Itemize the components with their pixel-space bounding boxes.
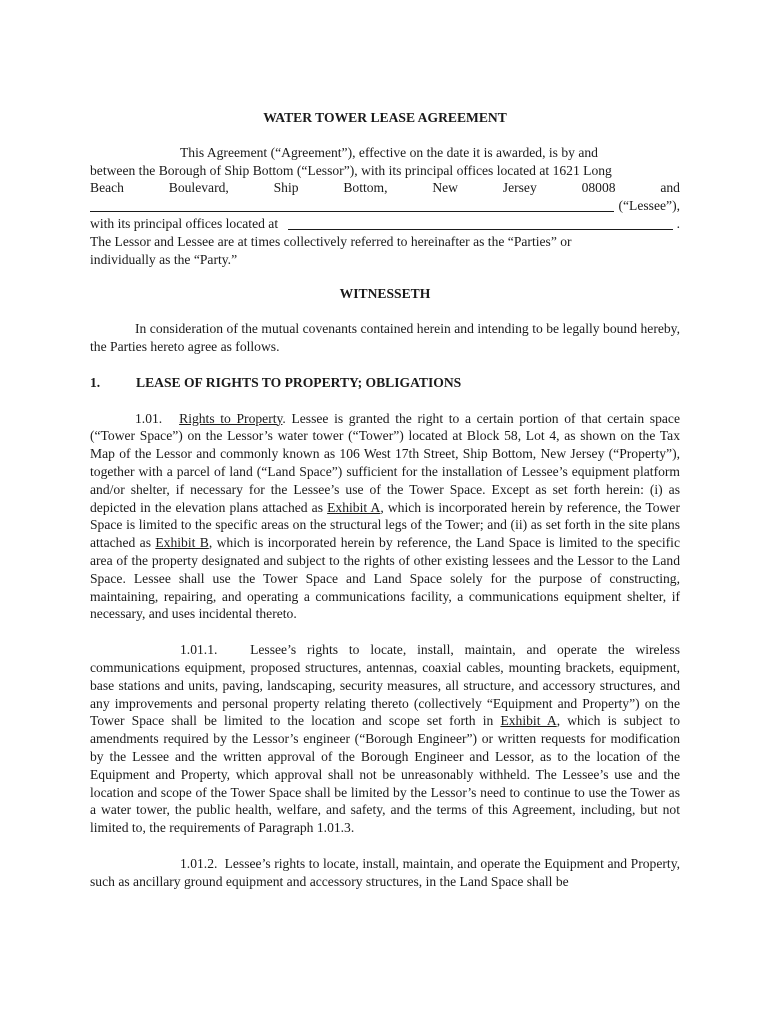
exhibit-a-reference[interactable]: Exhibit A — [327, 499, 381, 515]
section-title: LEASE OF RIGHTS TO PROPERTY; OBLIGATIONS — [136, 374, 462, 390]
intro-line-4 — [90, 197, 680, 215]
intro-word: Ship — [273, 180, 299, 196]
paragraph-text: . Lessee is granted the right to a certain portion of that certain space (“Tower Space”) on the Lessor’s water tower (“Tower”) located at Block 58, Lot 4, as shown on the Tax Map of the Lessor and commonly known as 106 West 17th Street, Ship Bottom, New Jersey (“Property”), together with a parcel of land (“Land Space”) sufficient for the installation of Lessee’s equipment platform and/or shelter, if necessary for the Lessee’s use of the Tower Space. Except as set forth herein: (i) as depicted in the elevation plans attached as — [90, 410, 680, 515]
document-body — [90, 109, 680, 890]
paragraph-1-01-1 — [90, 641, 680, 837]
exhibit-b-reference[interactable]: Exhibit B — [155, 535, 209, 551]
intro-line-5 — [90, 215, 680, 233]
intro-line-2: between the Borough of Ship Bottom (“Lessor”), with its principal offices located at 1621 Long — [90, 162, 612, 178]
intro-word: New — [432, 180, 458, 196]
paragraph-1-01 — [90, 410, 680, 624]
exhibit-a-reference[interactable]: Exhibit A — [500, 713, 557, 729]
lessee-name-blank[interactable] — [90, 198, 614, 212]
intro-line-6: The Lessor and Lessee are at times collectively referred to hereinafter as the “Parties” or — [90, 233, 572, 249]
offices-label: with its principal offices located at — [90, 215, 279, 231]
paragraph-text: Lessee’s rights to locate, install, maintain, and operate the Equipment and Property, such as ancillary ground equipment and accessory structures, in the Land Space shall be — [90, 855, 681, 889]
witnesseth-heading: WITNESSETH — [339, 286, 431, 302]
paragraph-number: 1.01.1. — [180, 642, 218, 658]
intro-word: Beach — [90, 180, 124, 196]
paragraph-text: , which is incorporated herein by reference, the Land Space is limited to the specific area of the property designated and subject to the rights of other existing lessees and the Lessor to the Land Space. Lessee shall use the Tower Space and Land Space solely for the purpose of constructing, maintaining, repairing, and operating a communications facility, a communications equipment shelter, if necessary, and uses incidental thereto. — [90, 535, 680, 622]
paragraph-text: , which is subject to amendments required by the Lessor’s engineer (“Borough Engineer”) or written requests for modification by the Lessee and the written approval of the Borough Engineer and Lessor, as to the location of the Equipment and Property, which approval shall not be unreasonably withheld. The Lessee’s use and the location and scope of the Tower Space shall be limited by the Lessor’s need to continue to use the Tower as a water tower, the public health, welfare, and safety, and the terms of this Agreement, including, but not limited to, the requirements of Paragraph 1.01.3. — [90, 713, 681, 836]
intro-line-3 — [90, 179, 680, 197]
lessee-address-blank[interactable] — [288, 216, 672, 230]
intro-line-1: This Agreement (“Agreement”), effective on the date it is awarded, is by and — [180, 144, 598, 160]
lessee-label: (“Lessee”), — [618, 198, 680, 214]
document-title: WATER TOWER LEASE AGREEMENT — [263, 110, 507, 125]
paragraph-1-01-2 — [90, 855, 680, 891]
paragraph-number: 1.01. — [135, 410, 163, 426]
intro-word: Boulevard, — [168, 180, 229, 196]
section-1-heading — [90, 374, 680, 392]
intro-word: Jersey — [502, 180, 537, 196]
paragraph-number: 1.01.2. — [180, 855, 218, 871]
intro-word: Bottom, — [343, 180, 388, 196]
paragraph-text: , which is incorporated herein by reference, the Tower Space is limited to the specific areas on the structural legs of the Tower; and (ii) as set forth in the site plans attached as — [90, 499, 680, 551]
paragraph-text: Lessee’s rights to locate, install, maintain, and operate the wireless communications equipment, proposed structures, antennas, coaxial cables, mounting brackets, equipment, base stations and units, paving, landscaping, security measures, all structure, and accessory structures, and any improvements and personal property relating thereto (collectively “Equipment and Property”) on the Tower Space shall be limited to the location and scope set forth in — [90, 642, 680, 729]
consideration-paragraph: In consideration of the mutual covenants contained herein and intending to be legally bound hereby, the Parties hereto agree as follows. — [90, 321, 680, 354]
intro-word: 08008 — [581, 180, 616, 196]
section-number: 1. — [90, 374, 101, 390]
intro-line-7: individually as the “Party.” — [90, 251, 238, 267]
intro-word: and — [660, 180, 680, 196]
paragraph-heading: Rights to Property — [179, 410, 283, 426]
period: . — [676, 215, 680, 231]
